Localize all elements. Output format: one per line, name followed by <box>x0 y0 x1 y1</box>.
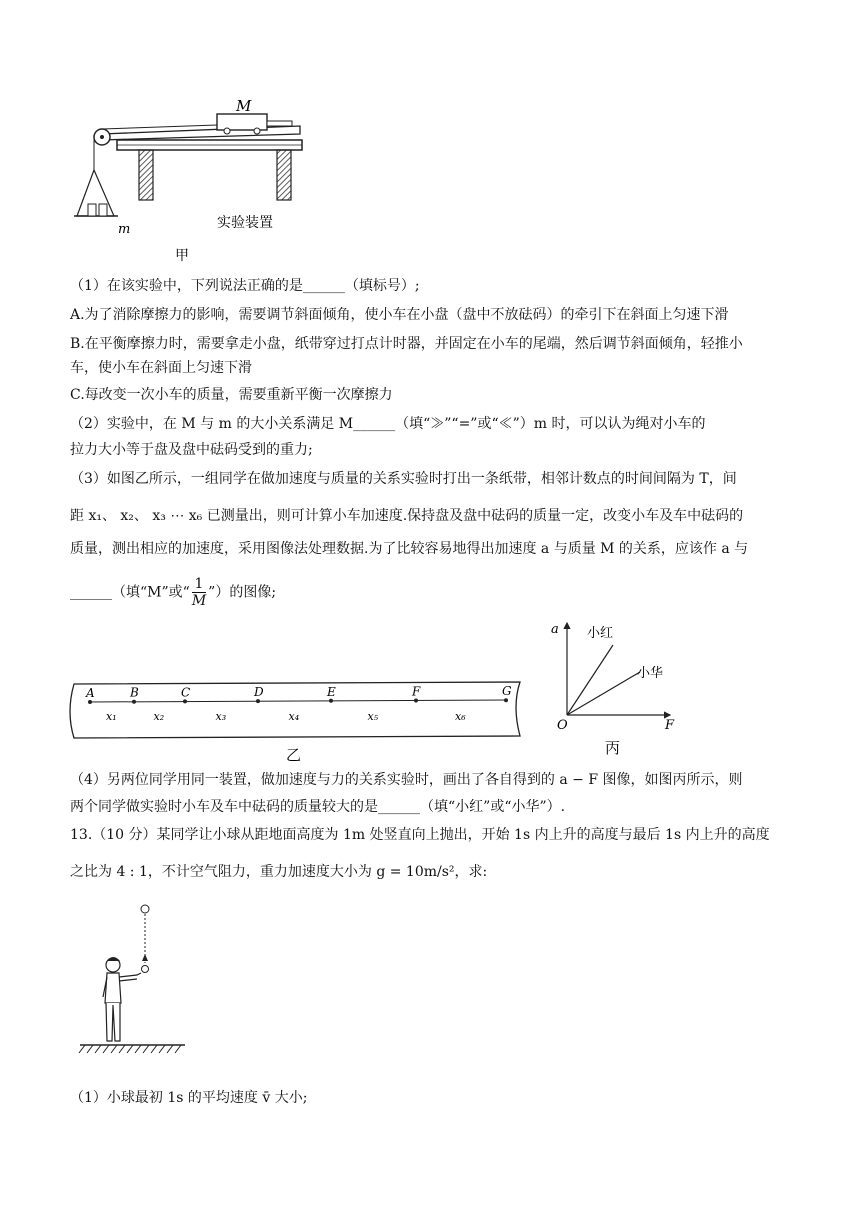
q2-line2: 拉力大小等于盘及盘中砝码受到的重力; <box>70 442 313 458</box>
fraction-one-over-M <box>192 576 206 609</box>
tape-point-label: E <box>327 684 336 699</box>
tape-point-dot <box>183 699 187 703</box>
tape-point-dot <box>88 700 92 704</box>
figure-bing-title: 丙 <box>605 739 621 757</box>
tape-interval-label: x₂ <box>153 710 165 723</box>
line-xiaohua <box>567 672 640 715</box>
q3-line2: 距 x₁、 x₂、 x₃ ⋯ x₆ 已测量出，则可计算小车加速度.保持盘及盘中砝码的质量一定，改变小车及车中砝码的 <box>70 508 744 524</box>
fraction-numerator: 1 <box>192 576 206 593</box>
q3-line4 <box>70 576 276 609</box>
fraction-denominator: M <box>191 593 207 609</box>
tape-point-label: A <box>86 686 95 700</box>
series-label-xiaohua: 小华 <box>637 666 664 681</box>
q3-line3: 质量，测出相应的加速度，采用图像法处理数据.为了比较容易地得出加速度 a 与质量 M 的关系，应该作 a 与 <box>70 541 749 557</box>
tape-interval-label: x₃ <box>215 710 227 723</box>
af-graph-figure <box>545 615 685 760</box>
apparatus-figure <box>72 98 312 263</box>
tape-interval-label: x₁ <box>106 710 117 723</box>
tape-point-label: C <box>181 685 191 700</box>
paper-tape-figure <box>68 676 528 768</box>
figure-jia-title: 甲 <box>175 248 189 263</box>
tape-point-dot <box>256 699 260 703</box>
series-label-xiaohong: 小红 <box>587 626 614 641</box>
label-M: M <box>236 98 252 115</box>
y-axis-label: a <box>551 622 559 637</box>
x-axis-label: F <box>665 718 675 733</box>
q4-line1: （4）另两位同学用同一装置，做加速度与力的关系实验时，画出了各自得到的 a − F 图像，如图丙所示，则 <box>70 772 743 788</box>
tape-point-dot <box>414 699 418 703</box>
tape-point-label: F <box>412 684 421 699</box>
tape-interval-label: x₅ <box>367 710 379 723</box>
q1-option-c: C.每改变一次小车的质量，需要重新平衡一次摩擦力 <box>70 387 393 403</box>
tape-point-dot <box>504 698 508 702</box>
q2-line1: （2）实验中，在 M 与 m 的大小关系满足 M______（填“≫”“=”或“≪”）m 时，可以认为绳对小车的 <box>70 416 706 432</box>
q13-line2: 之比为 4 : 1，不计空气阻力，重力加速度大小为 g = 10m/s²，求: <box>70 864 488 880</box>
q3-line1: （3）如图乙所示，一组同学在做加速度与质量的关系实验时打出一条纸带，相邻计数点的时间间隔为 T，间 <box>70 471 737 487</box>
tape-point-label: D <box>254 685 264 700</box>
q1-option-b-line2: 车，使小车在斜面上匀速下滑 <box>70 360 252 376</box>
q3-line4-pre: ______（填“M”或“ <box>70 584 190 601</box>
tape-point-label: B <box>130 685 139 700</box>
tape-point-dot <box>329 699 333 703</box>
q1-option-a: A.为了消除摩擦力的影响，需要调节斜面倾角，使小车在小盘（盘中不放砝码）的牵引下在斜面上匀速下滑 <box>70 307 729 323</box>
q4-line2: 两个同学做实验时小车及车中砝码的质量较大的是______（填“小红”或“小华”）. <box>70 799 566 815</box>
origin-label: O <box>557 718 568 733</box>
apparatus-caption: 实验装置 <box>217 215 273 231</box>
throwing-person-figure <box>75 895 200 1060</box>
figure-yi-title: 乙 <box>286 746 302 764</box>
q1-stem: （1）在该实验中，下列说法正确的是______（填标号）; <box>70 278 420 294</box>
q1-option-b-line1: B.在平衡摩擦力时，需要拿走小盘，纸带穿过打点计时器，并固定在小车的尾端，然后调节斜面倾角，轻推小 <box>70 336 743 352</box>
q13-sub1: （1）小球最初 1s 的平均速度 v̄ 大小; <box>70 1090 308 1106</box>
tape-point-label: G <box>502 684 512 699</box>
q13-line1: 13.（10 分）某同学让小球从距地面高度为 1m 处竖直向上抛出，开始 1s 内上升的高度与最后 1s 内上升的高度 <box>70 827 770 843</box>
tape-interval-label: x₄ <box>288 710 300 723</box>
label-m: m <box>118 222 131 237</box>
tape-interval-label: x₆ <box>455 710 466 723</box>
q3-line4-post: ”）的图像; <box>208 584 277 601</box>
line-xiaohong <box>567 645 613 715</box>
tape-point-dot <box>132 700 136 704</box>
